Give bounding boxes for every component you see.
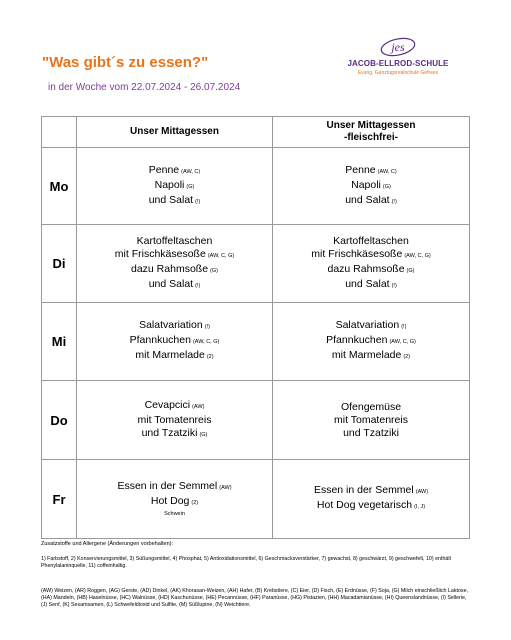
vegetarian-header-line-2: -fleischfrei-: [344, 132, 398, 143]
menu-row: [42, 148, 470, 225]
vegetarian-meal-cell: [273, 303, 470, 381]
vegetarian-header-line-1: Unser Mittagessen: [326, 120, 416, 131]
allergen-code: (AW, C, G): [404, 252, 431, 259]
additives-footnote: 1) Farbstoff, 2) Konservierungsmittel, 3) Süßungsmittel, 4) Phosphat, 5) Antioxidationsmittel, 6) Geschmacksverstärker, 7) gewachst, 8) geschwärzt, 9) geschwefelt, 10) enthält Phenylalaninquelle, 11) coffeinhaltig.: [41, 556, 452, 569]
allergen-code: (2): [191, 500, 199, 506]
allergen-code: (AW, C): [377, 168, 397, 175]
vegetarian-meal-cell: [273, 460, 470, 539]
meal-line: [77, 179, 272, 194]
regular-meal-cell: [77, 225, 273, 303]
regular-meal-cell: [77, 148, 273, 225]
meal-text: Essen in der Semmel: [313, 484, 414, 496]
meal-text: Napoli: [351, 178, 381, 191]
meal-text: mit Marmelade: [331, 349, 402, 361]
allergen-code: (AW, C, G): [389, 339, 416, 345]
allergen-code: (G): [382, 183, 391, 190]
meal-note: Schwein: [164, 511, 185, 517]
meal-text: mit Frischkäsesoße: [311, 247, 403, 260]
jes-logo-icon: [337, 35, 459, 61]
meal-line: [77, 263, 272, 278]
allergen-code: (!): [204, 324, 210, 330]
allergen-code: (2): [206, 354, 214, 360]
footnote-title: Zusatzstoffe und Allergene (Änderungen vorbehalten):: [41, 541, 173, 547]
meal-text: Pfannkuchen: [129, 334, 191, 346]
meal-text: mit Frischkäsesoße: [114, 247, 206, 260]
meal-line: [273, 319, 469, 334]
meal-line: [273, 278, 469, 293]
meal-text: Pfannkuchen: [326, 334, 388, 346]
day-label: Mo: [42, 148, 77, 225]
allergen-code: (!): [391, 198, 397, 205]
day-label: Fr: [42, 460, 77, 539]
meal-text: mit Tomatenreis: [137, 413, 212, 426]
meal-line: [77, 164, 272, 179]
meal-text: und Salat: [345, 277, 390, 290]
allergen-code: (AW, C): [181, 168, 201, 175]
meal-line: [273, 484, 469, 499]
allergen-code: (AW): [219, 485, 232, 491]
meal-line: [77, 399, 272, 414]
menu-row: [42, 381, 470, 460]
meal-line: [273, 248, 469, 263]
week-subtitle: in der Woche vom 22.07.2024 - 26.07.2024: [48, 82, 241, 93]
meal-line: [273, 349, 469, 364]
logo-school-subtitle: Evang. Ganztagsrealschule Gefrees: [357, 70, 439, 76]
allergen-code: (G): [186, 183, 195, 190]
logo-school-name: JACOB-ELLROD-SCHULE: [347, 59, 449, 68]
meal-line: [273, 263, 469, 278]
meal-line: [273, 334, 469, 349]
allergen-code: (!): [391, 282, 397, 289]
allergen-code: (!): [195, 198, 201, 205]
allergen-code: (G): [406, 267, 415, 274]
meal-line: [273, 499, 469, 514]
meal-text: mit Tomatenreis: [334, 413, 408, 426]
meal-text: Kartoffeltaschen: [136, 234, 213, 247]
regular-meal-cell: [77, 303, 273, 381]
meal-line: [77, 194, 272, 209]
day-label: Di: [42, 225, 77, 303]
meal-text: Salatvariation: [335, 319, 400, 331]
meal-line: [77, 427, 272, 442]
meal-line: [273, 414, 469, 427]
allergen-code: (I, J): [414, 504, 426, 510]
meal-text: Napoli: [154, 178, 185, 191]
allergen-code: (G): [199, 431, 208, 438]
allergen-code: (AW, C, G): [207, 252, 235, 259]
allergens-footnote: (AW) Weizen, (AR) Roggen, (AG) Gerste, (AD) Dinkel, (AK) Khorasan-Weizen, (AH) Hafer, (B) Krebstiere, (C) Eier, (D) Fisch, (E) Erdnüsse, (F) Soja, (G) Milch einschließlich Laktose, (HA) Mandeln, (HB) Haselnüsse, (HC) Walnüsse, (HD) Kaschunüsse, (HE) Pecannüsse, (HF) Paranüsse, (HG) Pistazien, (HH) Macadamianüsse, (HI) Queenslandnüsse, (I) Sellerie, (J) Senf, (K) Sesamsamen, (L) Schwefeldioxid und Sulfite, (M) Süßlupine, (N) Weichtiere.: [41, 588, 468, 608]
meal-line: [77, 480, 272, 495]
meal-line: [273, 194, 469, 209]
school-logo: [337, 35, 459, 80]
regular-meal-cell: [77, 381, 273, 460]
vegetarian-menu-header: [273, 117, 470, 148]
menu-header-row: [42, 117, 470, 148]
regular-menu-header: Unser Mittagessen: [77, 117, 273, 148]
vegetarian-meal-cell: [273, 148, 470, 225]
meal-line: [77, 334, 272, 349]
logo-mark-text: jes: [391, 40, 405, 54]
meal-text: dazu Rahmsoße: [131, 262, 209, 275]
meal-text: Kartoffeltaschen: [333, 234, 409, 247]
meal-text: Penne: [148, 163, 180, 176]
allergen-code: (AW): [192, 403, 205, 410]
meal-text: Salatvariation: [139, 319, 203, 331]
meal-line: [77, 235, 272, 248]
meal-line: [77, 414, 272, 427]
meal-text: Ofengemüse: [340, 400, 402, 413]
meal-text: Cevapcici: [144, 398, 191, 411]
day-label: Do: [42, 381, 77, 460]
meal-text: und Salat: [345, 193, 390, 206]
meal-line: [77, 319, 272, 334]
day-header: [42, 117, 77, 148]
allergen-code: (2): [403, 354, 411, 360]
menu-row: [42, 460, 470, 539]
meal-line: [273, 179, 469, 194]
page-title: "Was gibt´s zu essen?": [42, 54, 209, 71]
meal-line: [77, 495, 272, 510]
menu-row: [42, 225, 470, 303]
vegetarian-meal-cell: [273, 381, 470, 460]
meal-text: Hot Dog vegetarisch: [316, 499, 413, 511]
meal-line: [273, 401, 469, 414]
meal-text: mit Marmelade: [135, 349, 205, 361]
allergen-code: (!): [401, 324, 407, 330]
meal-line: [77, 248, 272, 263]
meal-line: [77, 278, 272, 293]
meal-line: [77, 349, 272, 364]
meal-line: [273, 235, 469, 248]
meal-text: und Tzatziki: [141, 426, 198, 439]
meal-text: Penne: [345, 163, 376, 176]
day-label: Mi: [42, 303, 77, 381]
meal-line: [273, 427, 469, 440]
meal-text: und Salat: [148, 193, 194, 206]
allergen-code: (AW, C, G): [192, 339, 220, 345]
vegetarian-meal-cell: [273, 225, 470, 303]
meal-text: Essen in der Semmel: [117, 480, 218, 492]
regular-meal-cell: [77, 460, 273, 539]
allergen-code: (G): [210, 267, 218, 274]
meal-line: [273, 164, 469, 179]
meal-text: Hot Dog: [150, 495, 190, 507]
menu-table: [41, 116, 470, 539]
allergen-code: (AW): [415, 489, 429, 495]
menu-row: [42, 303, 470, 381]
meal-text: und Tzatziki: [343, 426, 399, 439]
allergen-code: (!): [195, 282, 201, 289]
meal-text: dazu Rahmsoße: [327, 262, 405, 275]
meal-text: und Salat: [148, 277, 194, 290]
